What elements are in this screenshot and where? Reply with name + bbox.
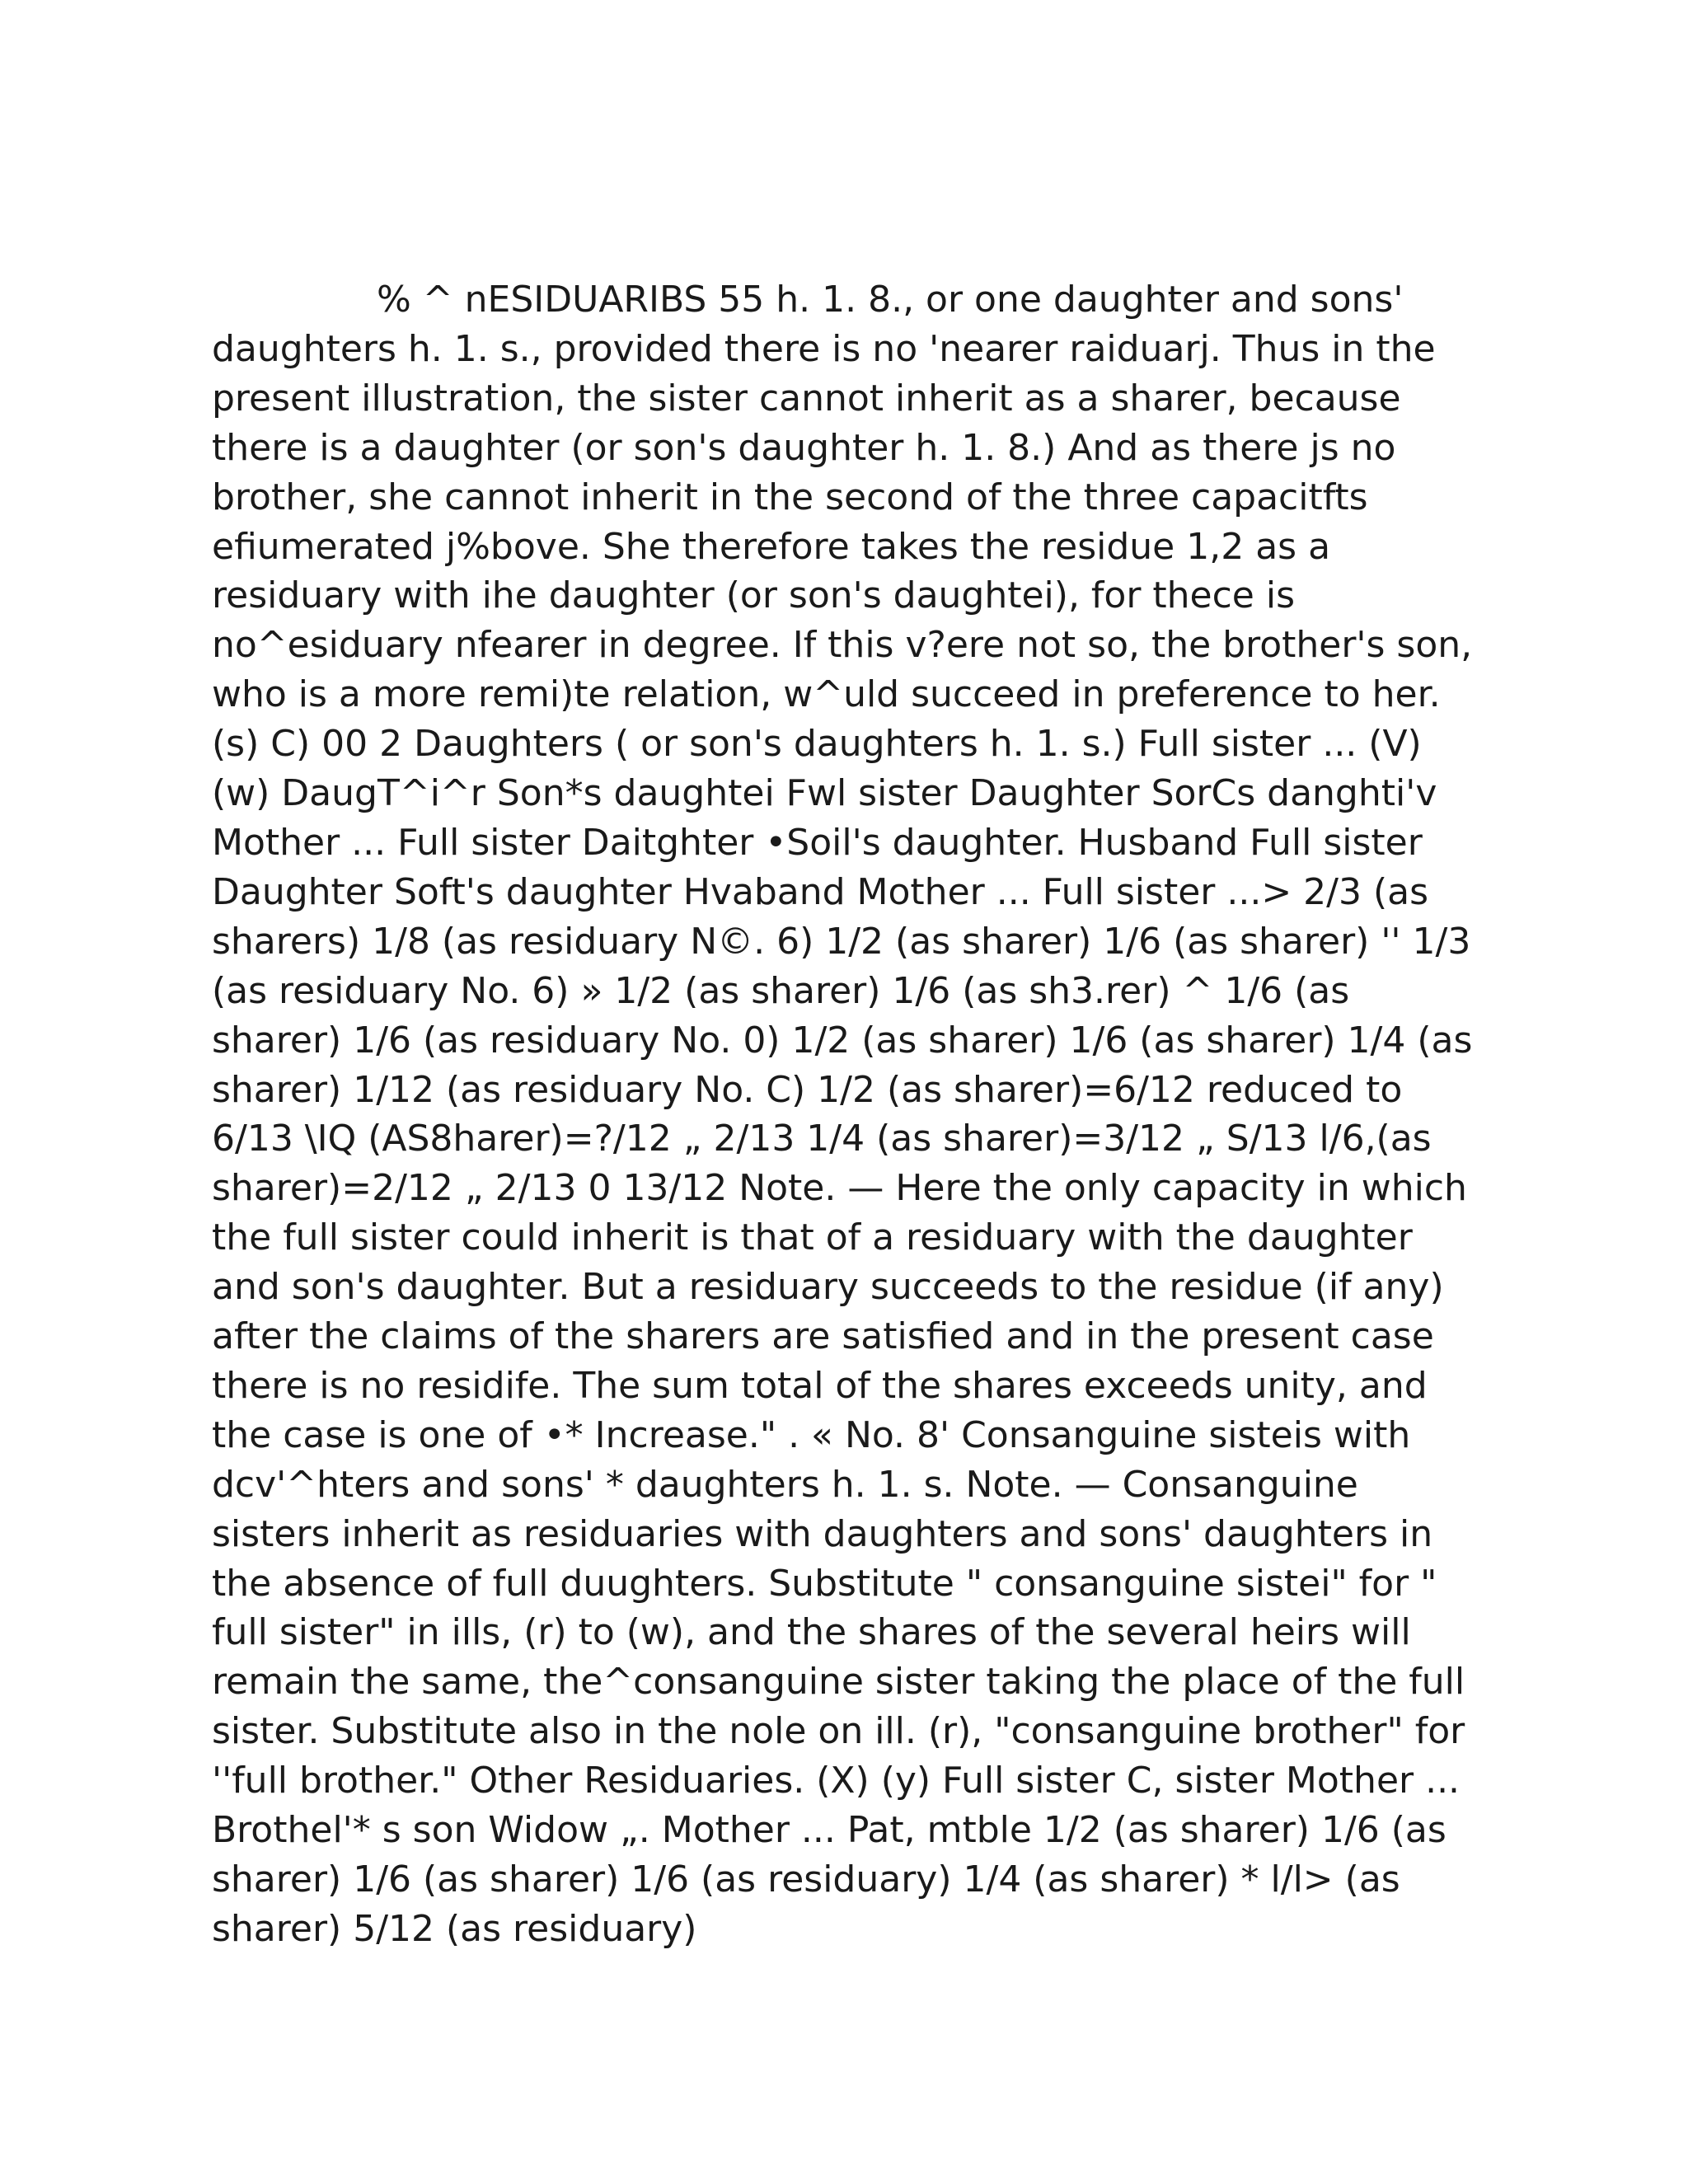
body-text: % ^ nESIDUARIBS 55 h. 1. 8., or one daughter and sons' daughters h. 1. s., provided there is no 'nearer raiduarj. Thus in the present illustration, the sister cannot inherit as a sharer, because there is a daughter (or son's daughter h. 1. 8.) And as there js no brother, she cannot inherit in the second of the three capacitfts efiumerated j%bove. She therefore takes the residue 1,2 as a residuary with ihe daughter (or son's daughtei), for thece is no^esiduary nfearer in degree. If this v?ere not so, the brother's son, who is a more remi)te relation, w^uld succeed in preference to her. (s) C) 00 2 Daughters ( or son's daughters h. 1. s.) Full sister ... (V) (w) DaugT^i^r Son*s daughtei Fwl sister Daughter SorCs danghti'v Mother ... Full sister Daitghter •Soil's daughter. Husband Full sister Daughter Soft's daughter Hvaband Mother ... Full sister ...> 2/3 (as sharers) 1/8 (as residuary N©. 6) 1/2 (as sharer) 1/6 (as sharer) '' 1/3 (as residuary No. 6) » 1/2 (as sharer) 1/6 (as sh3.rer) ^ 1/6 (as sharer) 1/6 (as residuary No. 0) 1/2 (as sharer) 1/6 (as sharer) 1/4 (as sharer) 1/12 (as residuary No. C) 1/2 (as sharer)=6/12 reduced to 6/13 \IQ (AS8harer)=?/12 „ 2/13 1/4 (as sharer)=3/12 „ S/13 l/6,(as sharer)=2/12 „ 2/13 0 13/12 Note. — Here the only capacity in which the full sister could inherit is that of a residuary with the daughter and son's daughter. But a residuary succeeds to the residue (if any) after the claims of the sharers are satisfied and in the present case there is no residife. The sum total of the shares exceeds unity, and the case is one of •* Increase." . « No. 8' Consanguine sisteis with dcv'^hters and sons' * daughters h. 1. s. Note. — Consanguine sisters inherit as residuaries with daughters and sons' daughters in the absence of full duughters. Substitute " consanguine sistei" for " full sister" in ills, (r) to (w), and the shares of the several heirs will remain the same, the^consanguine sister taking the place of the full sister. Substitute also in the nole on ill. (r), "consanguine brother" for ''full brother." Other Residuaries. (X) (y) Full sister C, sister Mother ... Brothel'* s son Widow „. Mother ... Pat, mtble 1/2 (as sharer) 1/6 (as sharer) 1/6 (as sharer) 1/6 (as residuary) 1/4 (as sharer) * l/l> (as sharer) 5/12 (as residuary) xyxy=(212,279,1473,1950)
